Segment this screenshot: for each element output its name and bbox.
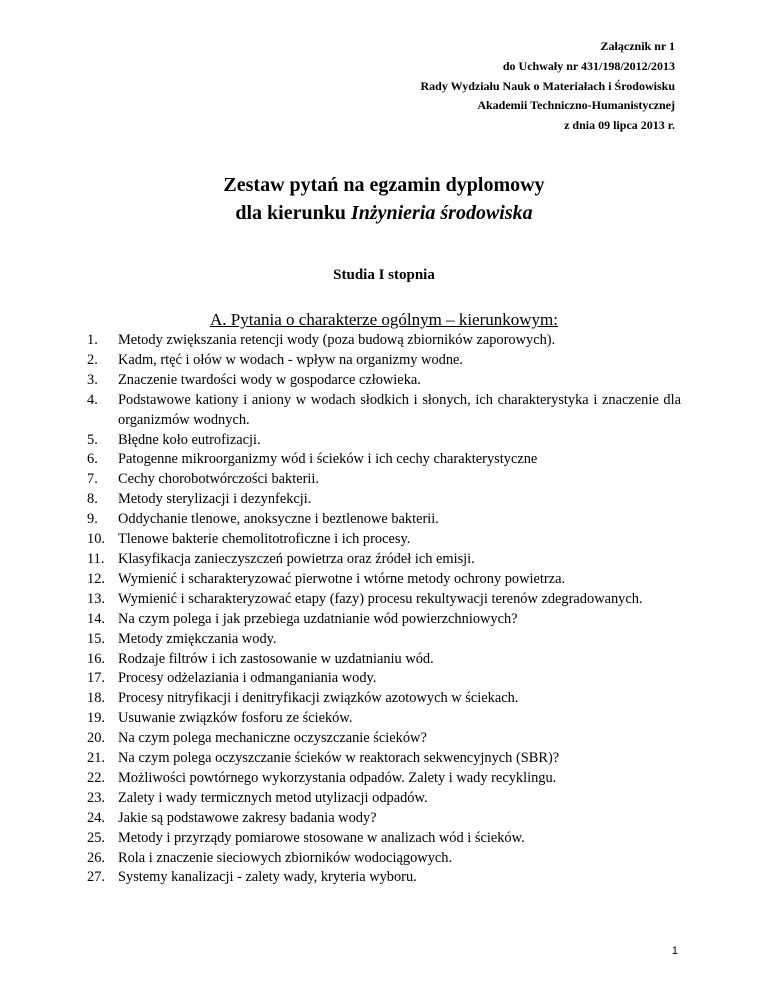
question-number: 9. bbox=[87, 511, 98, 528]
question-number: 3. bbox=[87, 371, 98, 388]
question-item bbox=[87, 729, 681, 749]
question-text: Klasyfikacja zanieczyszczeń powietrza oraz źródeł ich emisji. bbox=[118, 550, 475, 567]
question-text: Wymienić i scharakteryzować etapy (fazy) procesu rekultywacji terenów zdegradowanych. bbox=[118, 590, 643, 607]
question-item bbox=[87, 650, 681, 670]
question-item bbox=[87, 450, 681, 470]
question-number: 11. bbox=[87, 550, 105, 567]
question-text: Wymienić i scharakteryzować pierwotne i wtórne metody ochrony powietrza. bbox=[118, 570, 566, 587]
header-line-1: Załącznik nr 1 bbox=[600, 39, 675, 53]
question-text: Procesy nitryfikacji i denitryfikacji związków azotowych w ściekach. bbox=[118, 690, 519, 707]
title-line-2 bbox=[0, 199, 768, 227]
question-number: 6. bbox=[87, 451, 98, 468]
question-list bbox=[87, 331, 681, 888]
header-line-5: z dnia 09 lipca 2013 r. bbox=[564, 118, 675, 133]
question-item bbox=[87, 789, 681, 809]
question-item bbox=[87, 630, 681, 650]
question-text: Kadm, rtęć i ołów w wodach - wpływ na organizmy wodne. bbox=[118, 351, 464, 368]
question-text: Na czym polega mechaniczne oczyszczanie ścieków? bbox=[118, 730, 427, 747]
question-number: 16. bbox=[87, 650, 105, 667]
question-text: Jakie są podstawowe zakresy badania wody? bbox=[118, 809, 377, 826]
question-number: 21. bbox=[87, 750, 105, 767]
question-text: Oddychanie tlenowe, anoksyczne i beztlenowe bakterii. bbox=[118, 511, 439, 528]
document-header bbox=[421, 37, 675, 136]
question-number: 25. bbox=[87, 829, 105, 846]
header-line-4: Akademii Techniczno-Humanistycznej bbox=[477, 98, 675, 113]
question-text: Błędne koło eutrofizacji. bbox=[118, 431, 261, 448]
question-text: Znaczenie twardości wody w gospodarce człowieka. bbox=[118, 371, 421, 388]
title-line-2-prefix: dla kierunku bbox=[235, 202, 351, 224]
question-item bbox=[87, 749, 681, 769]
page-title bbox=[0, 171, 768, 227]
question-item bbox=[87, 530, 681, 550]
question-item bbox=[87, 709, 681, 729]
question-item bbox=[87, 610, 681, 630]
question-number: 12. bbox=[87, 570, 105, 587]
question-text: Na czym polega oczyszczanie ścieków w reaktorach sekwencyjnych (SBR)? bbox=[118, 750, 560, 767]
question-item bbox=[87, 331, 681, 351]
question-number: 24. bbox=[87, 809, 105, 826]
question-text: Tlenowe bakterie chemolitotroficzne i ich procesy. bbox=[118, 531, 411, 548]
question-number: 14. bbox=[87, 610, 105, 627]
title-line-2-program: Inżynieria środowiska bbox=[350, 202, 533, 224]
page-number: 1 bbox=[671, 945, 678, 957]
question-item bbox=[87, 590, 681, 610]
question-number: 20. bbox=[87, 730, 105, 747]
question-text: Na czym polega i jak przebiega uzdatnianie wód powierzchniowych? bbox=[118, 610, 518, 627]
question-item bbox=[87, 669, 681, 689]
question-text: Zalety i wady termicznych metod utylizacji odpadów. bbox=[118, 789, 428, 806]
question-item bbox=[87, 550, 681, 570]
question-text: Rola i znaczenie sieciowych zbiorników wodociągowych. bbox=[118, 849, 453, 866]
question-number: 22. bbox=[87, 769, 105, 786]
question-number: 4. bbox=[87, 391, 98, 408]
question-number: 19. bbox=[87, 710, 105, 727]
title-line-1: Zestaw pytań na egzamin dyplomowy bbox=[223, 174, 545, 196]
study-level-heading: Studia I stopnia bbox=[333, 267, 435, 283]
question-number: 15. bbox=[87, 630, 105, 647]
question-item bbox=[87, 849, 681, 869]
question-number: 13. bbox=[87, 590, 105, 607]
question-text: Metody zmiękczania wody. bbox=[118, 630, 277, 647]
question-number: 1. bbox=[87, 332, 98, 348]
question-text: Cechy chorobotwórczości bakterii. bbox=[118, 471, 319, 488]
question-number: 7. bbox=[87, 471, 98, 488]
question-item bbox=[87, 470, 681, 490]
question-number: 17. bbox=[87, 670, 105, 687]
question-text: Możliwości powtórnego wykorzystania odpadów. Zalety i wady recyklingu. bbox=[118, 769, 557, 786]
question-item bbox=[87, 868, 681, 888]
question-text: Patogenne mikroorganizmy wód i ścieków i ich cechy charakterystyczne bbox=[118, 451, 538, 468]
question-text: Podstawowe kationy i aniony w wodach słodkich i słonych, ich charakterystyka i znaczenie dla organizmów wodnych. bbox=[118, 391, 681, 428]
question-item bbox=[87, 689, 681, 709]
header-line-2: do Uchwały nr 431/198/2012/2013 bbox=[502, 58, 675, 73]
question-item bbox=[87, 391, 681, 431]
question-text: Usuwanie związków fosforu ze ścieków. bbox=[118, 710, 353, 727]
header-line-3: Rady Wydziału Nauk o Materiałach i Środowisku bbox=[420, 78, 675, 93]
question-item bbox=[87, 510, 681, 530]
question-number: 5. bbox=[87, 431, 98, 448]
question-item bbox=[87, 351, 681, 371]
question-number: 27. bbox=[87, 869, 105, 886]
question-number: 10. bbox=[87, 531, 105, 548]
question-item bbox=[87, 431, 681, 451]
question-item bbox=[87, 490, 681, 510]
question-number: 8. bbox=[87, 491, 98, 508]
question-number: 23. bbox=[87, 789, 105, 806]
question-item bbox=[87, 809, 681, 829]
question-number: 18. bbox=[87, 690, 105, 707]
question-text: Metody sterylizacji i dezynfekcji. bbox=[118, 491, 312, 508]
question-number: 2. bbox=[87, 351, 98, 368]
question-text: Procesy odżelaziania i odmanganiania wody. bbox=[118, 670, 377, 687]
question-item bbox=[87, 570, 681, 590]
question-text: Rodzaje filtrów i ich zastosowanie w uzdatnianiu wód. bbox=[118, 650, 434, 667]
question-text: Systemy kanalizacji - zalety wady, kryteria wyboru. bbox=[118, 869, 417, 886]
section-heading: A. Pytania o charakterze ogólnym – kierunkowym: bbox=[210, 310, 558, 329]
question-item bbox=[87, 371, 681, 391]
question-item bbox=[87, 829, 681, 849]
question-text: Metody zwiększania retencji wody (poza budową zbiorników zaporowych). bbox=[118, 332, 556, 348]
question-text: Metody i przyrządy pomiarowe stosowane w analizach wód i ścieków. bbox=[118, 829, 525, 846]
question-item bbox=[87, 769, 681, 789]
question-number: 26. bbox=[87, 849, 105, 866]
